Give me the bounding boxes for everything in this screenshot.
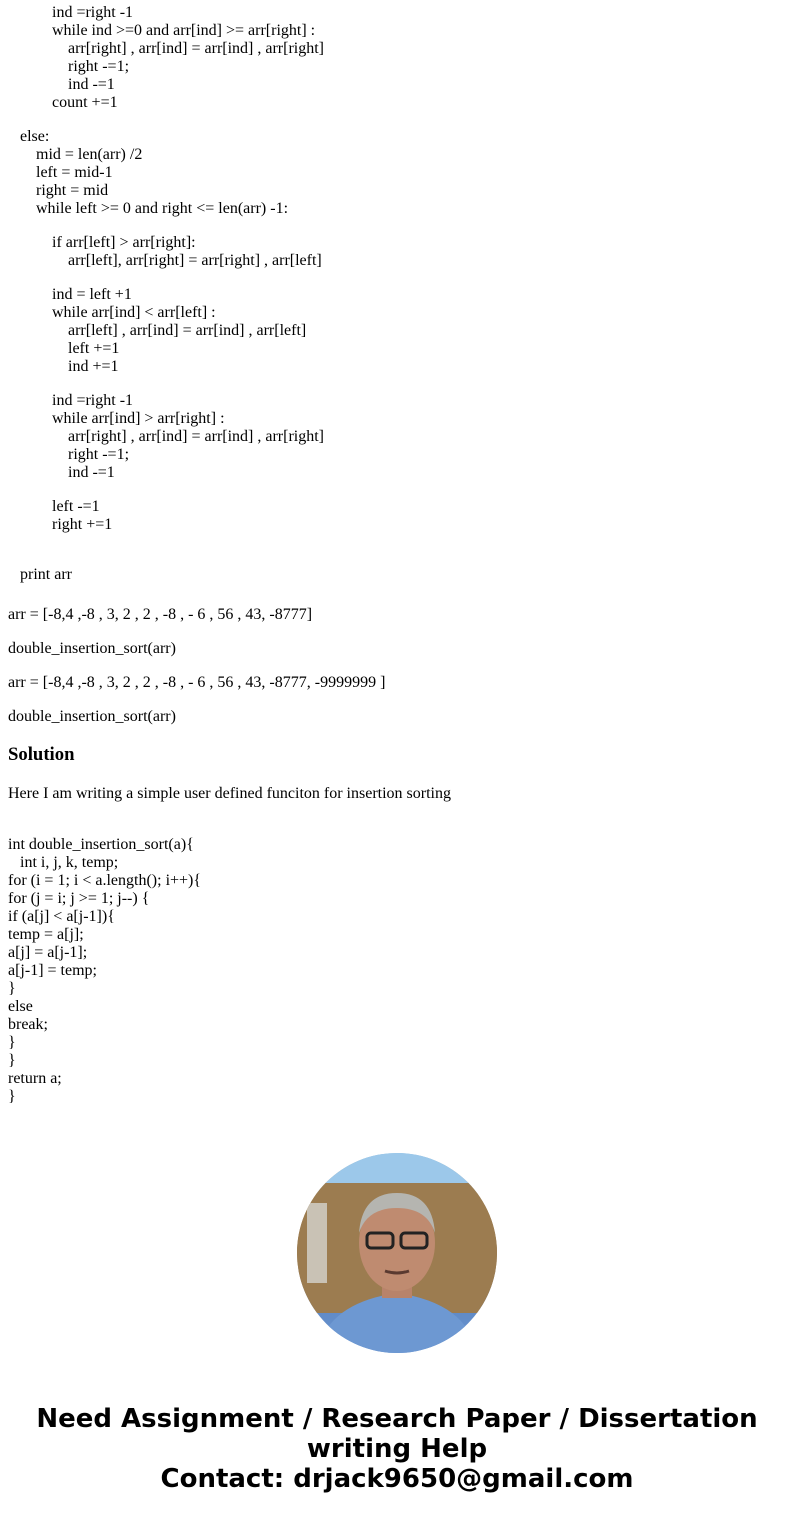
- code-line: [8, 112, 324, 128]
- code-line: while arr[ind] < arr[left] :: [52, 304, 216, 321]
- solution-code-line: }: [8, 1052, 16, 1069]
- code-line: ind -=1: [68, 464, 115, 481]
- code-line: arr[right] , arr[ind] = arr[ind] , arr[right]: [68, 40, 325, 57]
- footer-line-3: Contact: drjack9650@gmail.com: [160, 1464, 634, 1494]
- code-line: [8, 376, 324, 392]
- code-line: [8, 534, 324, 550]
- code-line: [8, 270, 324, 286]
- person-photo-icon: [297, 1153, 497, 1353]
- code-line: mid = len(arr) /2: [36, 146, 143, 163]
- example-calls: [8, 606, 385, 742]
- footer-line-1: Need Assignment / Research Paper / Dissertation: [36, 1404, 758, 1434]
- solution-code-line: return a;: [8, 1070, 62, 1087]
- solution-code-line: }: [8, 980, 16, 997]
- solution-code-line: int double_insertion_sort(a){: [8, 836, 194, 853]
- solution-heading: Solution: [8, 744, 75, 765]
- footer-line-2: writing Help: [306, 1434, 488, 1464]
- code-line: right +=1: [52, 516, 113, 533]
- code-line: [8, 482, 324, 498]
- example-line: arr = [-8,4 ,-8 , 3, 2 , 2 , -8 , - 6 , 56 , 43, -8777]: [8, 606, 313, 623]
- solution-code-line: }: [8, 1034, 16, 1051]
- code-line: left -=1: [52, 498, 100, 515]
- example-line: arr = [-8,4 ,-8 , 3, 2 , 2 , -8 , - 6 , 56 , 43, -8777, -9999999 ]: [8, 674, 386, 691]
- code-line: ind =right -1: [52, 392, 134, 409]
- code-line: arr[right] , arr[ind] = arr[ind] , arr[right]: [68, 428, 325, 445]
- author-avatar: [297, 1153, 497, 1353]
- code-line: left = mid-1: [36, 164, 113, 181]
- code-line: while arr[ind] > arr[right] :: [52, 410, 225, 427]
- code-line: ind = left +1: [52, 286, 132, 303]
- solution-code-line: break;: [8, 1016, 48, 1033]
- solution-code-line: for (j = i; j >= 1; j--) {: [8, 890, 150, 907]
- solution-code-line: temp = a[j];: [8, 926, 84, 943]
- code-line: ind +=1: [68, 358, 119, 375]
- solution-code-line: int i, j, k, temp;: [20, 854, 119, 871]
- solution-code-line: else: [8, 998, 33, 1015]
- code-line: right -=1;: [68, 58, 130, 75]
- solution-code-line: a[j-1] = temp;: [8, 962, 97, 979]
- code-line: while left >= 0 and right <= len(arr) -1:: [36, 200, 289, 217]
- solution-code-line: a[j] = a[j-1];: [8, 944, 88, 961]
- solution-intro: Here I am writing a simple user defined funciton for insertion sorting: [8, 785, 451, 802]
- code-line: count +=1: [52, 94, 118, 111]
- code-line: while ind >=0 and arr[ind] >= arr[right] :: [52, 22, 316, 39]
- question-code-block: [8, 4, 324, 584]
- code-line: arr[left] , arr[ind] = arr[ind] , arr[left]: [68, 322, 307, 339]
- solution-code-line: }: [8, 1088, 16, 1105]
- code-line: right -=1;: [68, 446, 130, 463]
- code-line: ind -=1: [68, 76, 115, 93]
- solution-code-block: [8, 836, 201, 1106]
- contact-footer: [0, 1404, 794, 1494]
- solution-code-line: for (i = 1; i < a.length(); i++){: [8, 872, 202, 889]
- code-line: [8, 550, 324, 566]
- code-line: if arr[left] > arr[right]:: [52, 234, 196, 251]
- example-line: double_insertion_sort(arr): [8, 640, 176, 657]
- code-line: arr[left], arr[right] = arr[right] , arr[left]: [68, 252, 322, 269]
- solution-code-line: if (a[j] < a[j-1]){: [8, 908, 115, 925]
- code-line: ind =right -1: [52, 4, 134, 21]
- code-line: print arr: [20, 566, 72, 583]
- code-line: left +=1: [68, 340, 120, 357]
- code-line: [8, 218, 324, 234]
- code-line: right = mid: [36, 182, 109, 199]
- code-line: else:: [20, 128, 50, 145]
- example-line: double_insertion_sort(arr): [8, 708, 176, 725]
